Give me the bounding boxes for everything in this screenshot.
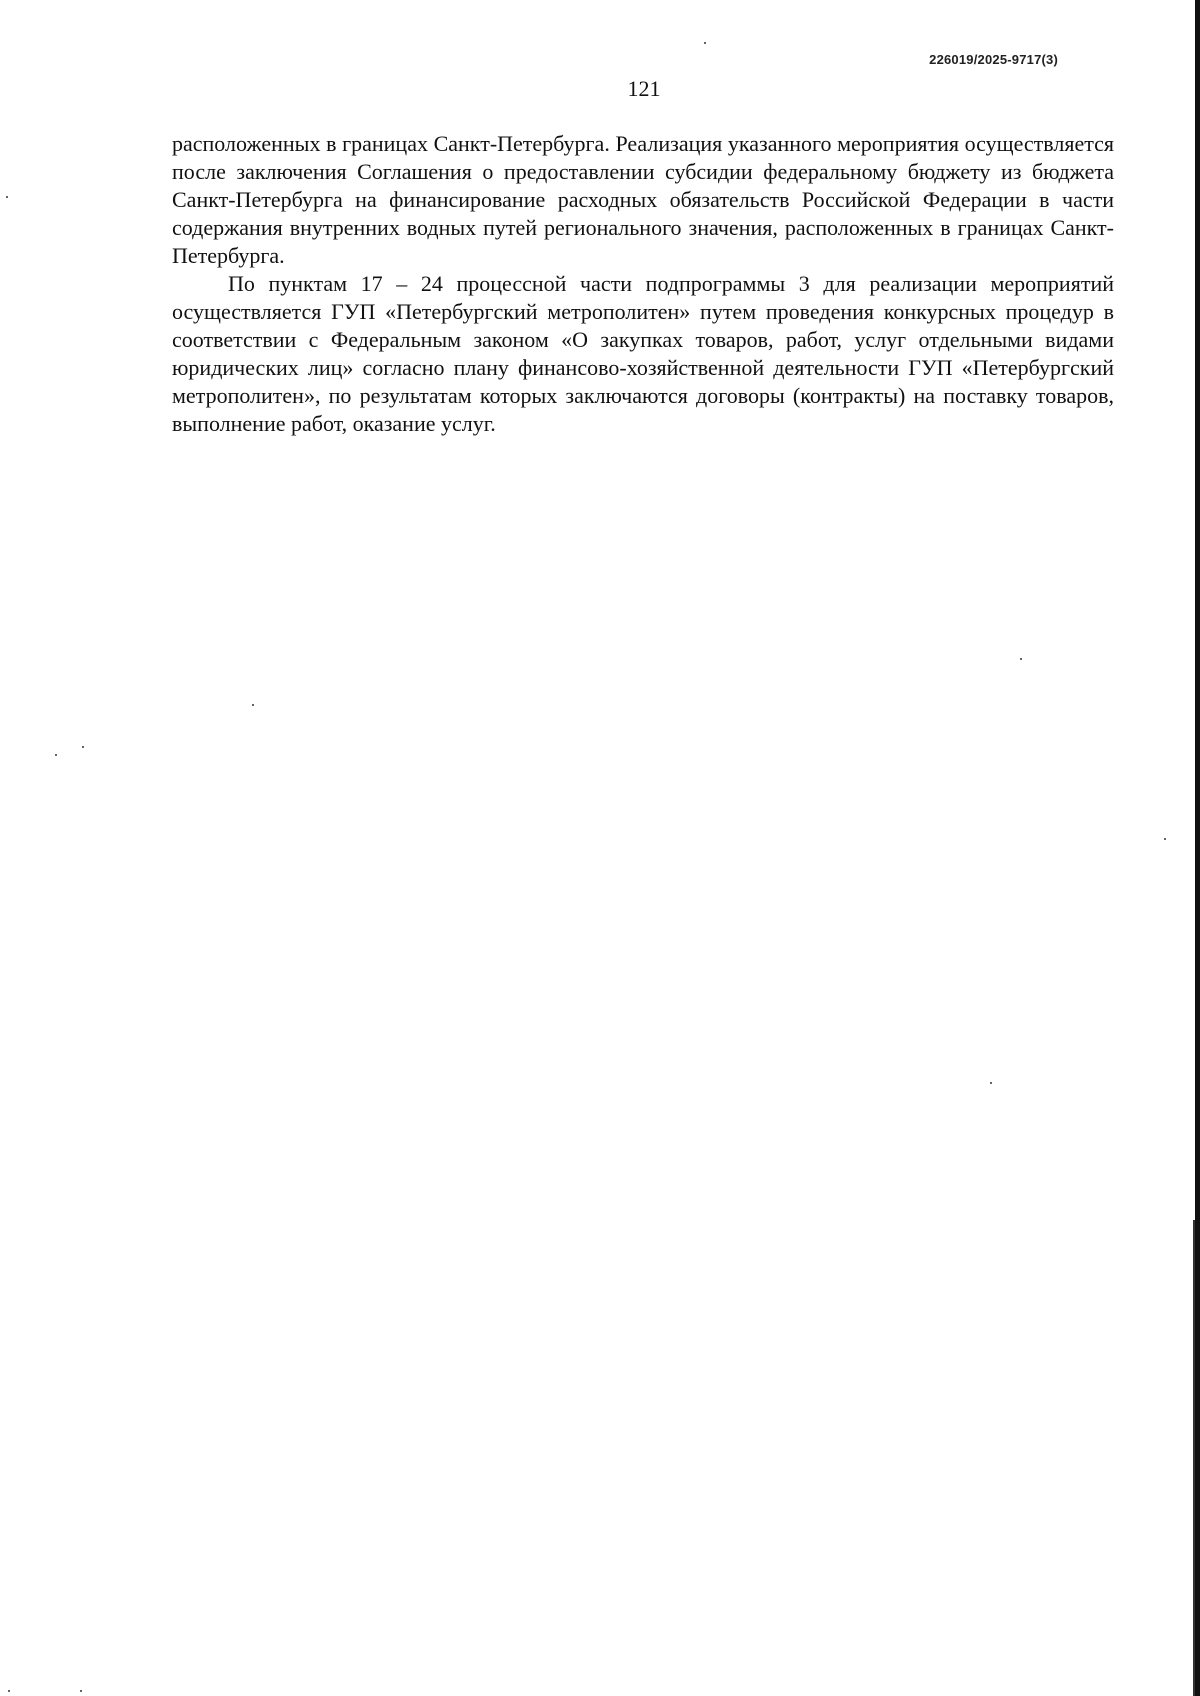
- scan-speck: [82, 746, 84, 748]
- paragraph-continuation: расположенных в границах Санкт-Петербурга. Реализация указанного мероприятия осуществляется после заключения Соглашения о предоставлении субсидии федеральному бюджету из бюджета Санкт-Петербурга на финансирование расходных обязательств Российской Федерации в части содержания внутренних водных путей регионального значения, расположенных в границах Санкт-Петербурга.: [172, 131, 1114, 268]
- scan-edge-line: [1193, 1220, 1195, 1696]
- scan-speck: [1164, 838, 1166, 840]
- scan-speck: [1020, 658, 1022, 660]
- scan-speck: [252, 704, 254, 706]
- scan-speck: [6, 196, 8, 198]
- scan-speck: [80, 1690, 82, 1692]
- scan-speck: [990, 1082, 992, 1084]
- scan-speck: [55, 754, 57, 756]
- scan-speck: [704, 42, 706, 44]
- document-body: [172, 130, 1114, 438]
- scan-edge-shadow: [1195, 0, 1200, 1696]
- scan-speck: [8, 1690, 10, 1692]
- document-registration-number: 226019/2025-9717(3): [929, 52, 1058, 67]
- paragraph-procedures: По пунктам 17 – 24 процессной части подпрограммы 3 для реализации мероприятий осуществляется ГУП «Петербургский метрополитен» путем проведения конкурсных процедур в соответствии с Федеральным законом «О закупках товаров, работ, услуг отдельными видами юридических лиц» согласно плану финансово-хозяйственной деятельности ГУП «Петербургский метрополитен», по результатам которых заключаются договоры (контракты) на поставку товаров, выполнение работ, оказание услуг.: [172, 271, 1114, 436]
- page-number: 121: [627, 76, 661, 101]
